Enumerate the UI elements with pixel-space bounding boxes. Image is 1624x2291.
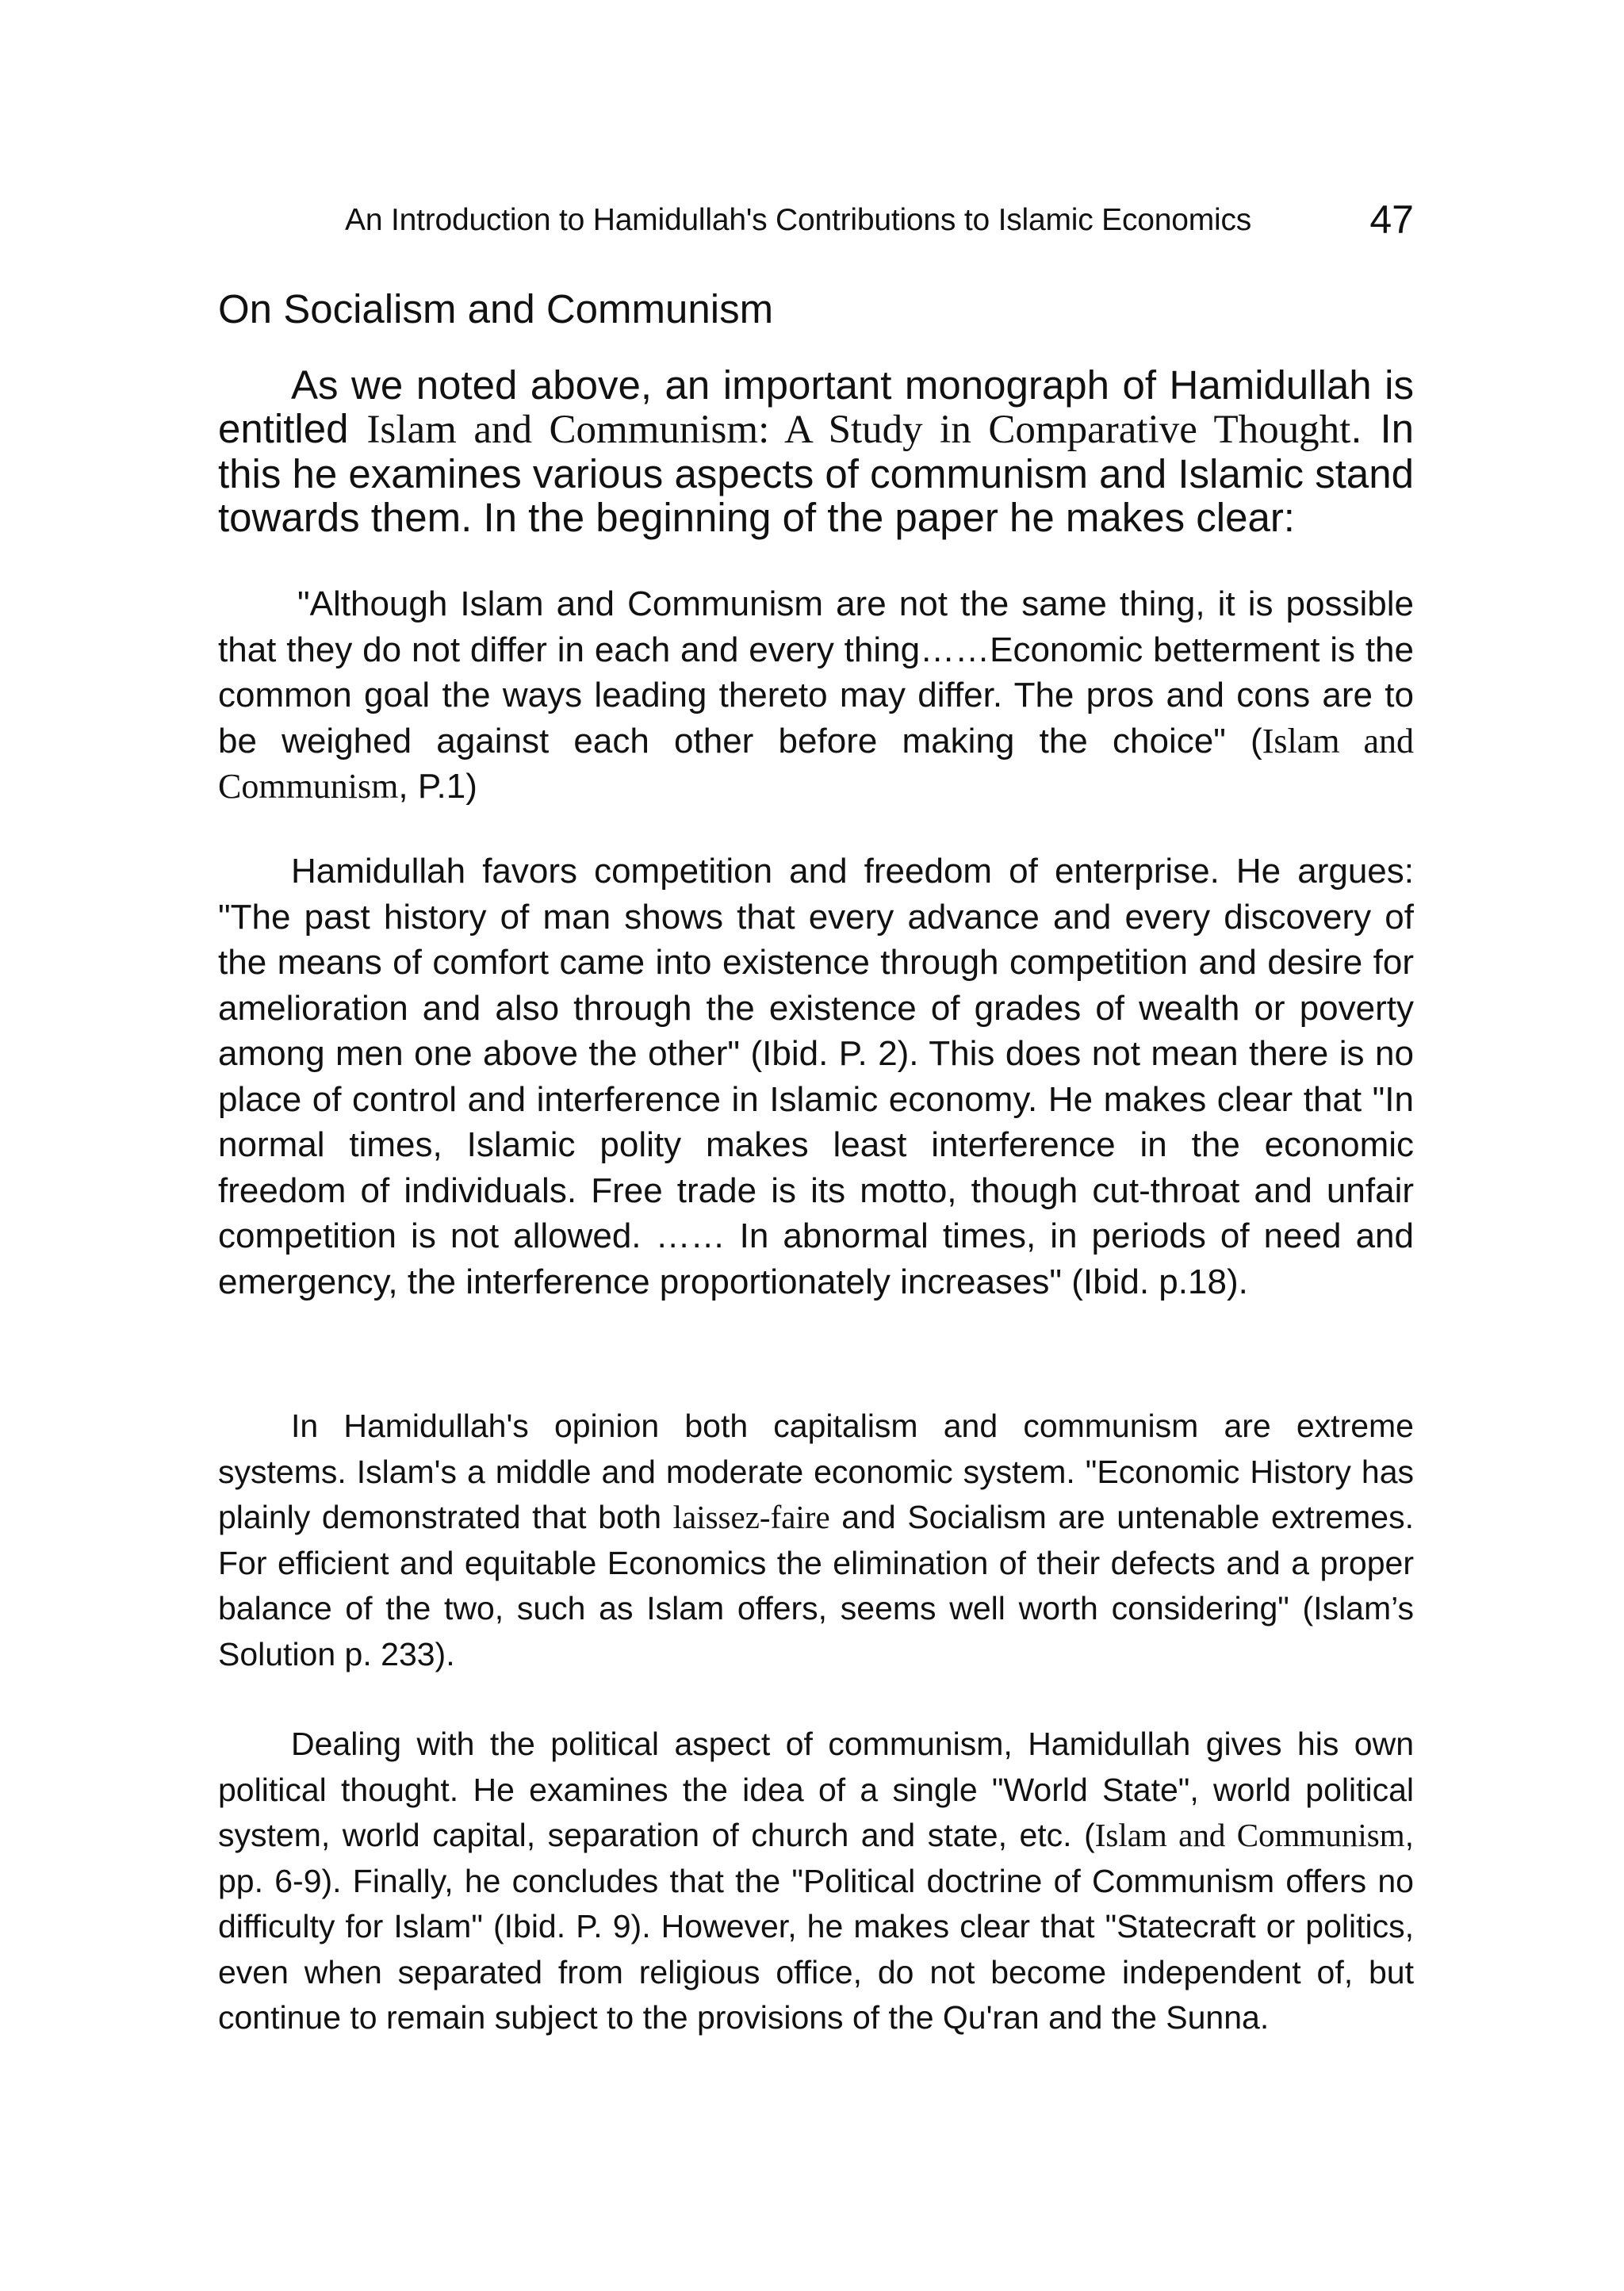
page-number: 47	[1369, 197, 1414, 242]
paragraph-1-text-b: . In this he examines various aspects of communism and Islamic stand towards them. In the beginning of the paper he makes clear:	[218, 406, 1415, 540]
paragraph-3	[218, 849, 1414, 1304]
block-quote-text-b: , P.1)	[398, 767, 477, 806]
cited-title: Islam and Communism: A Study in Comparative Thought	[366, 408, 1351, 452]
paragraph-5-text-b: , pp. 6-9). Finally, he concludes that the "Political doctrine of Communism offers no difficulty for Islam" (Ibid. P. 9). However, he makes clear that "Statecraft or politics, even when separated from religious office, do not become independent of, but continue to remain subject to the provisions of the Qu'ran and the Sunna.	[218, 1817, 1414, 2036]
paragraph-4	[218, 1404, 1414, 1677]
paragraph-5-text-a: Dealing with the political aspect of communism, Hamidullah gives his own political thought. He examines the idea of a single "World State", world political system, world capital, separation of church and state, etc. (	[218, 1726, 1414, 1853]
paragraph-1-text-a: As we noted above, an important monograph of Hamidullah is entitled	[218, 362, 1414, 451]
paragraph-4-text-b: and Socialism are untenable extremes. For efficient and equitable Economics the elimination of their defects and a proper balance of the two, such as Islam offers, seems well worth considering" (Islam’s Solution p. 233).	[218, 1499, 1414, 1672]
paragraph-3-text: Hamidullah favors competition and freedom of enterprise. He argues: "The past history of man shows that every advance and every discovery of the means of comfort came into existence through competition and desire for amelioration and also through the existence of grades of wealth or poverty among men one above the other" (Ibid. P. 2). This does not mean there is no place of control and interference in Islamic economy. He makes clear that "In normal times, Islamic polity makes least interference in the economic freedom of individuals. Free trade is its motto, though cut-throat and unfair competition is not allowed. …… In abnormal times, in periods of need and emergency, the interference proportionately increases" (Ibid. p.18).	[218, 852, 1414, 1301]
paragraph-1	[218, 363, 1414, 539]
cited-title: Islam and Communism	[1094, 1817, 1405, 1853]
block-quote-text-a: "Although Islam and Communism are not the same thing, it is possible that they do not differ in each and every thing……Economic betterment is the common goal the ways leading thereto may differ. The pros and cons are to be weighed against each other before making the choice" (	[218, 584, 1414, 760]
running-title: An Introduction to Hamidullah's Contributions to Islamic Economics	[345, 203, 1252, 237]
running-header	[345, 197, 1414, 244]
paragraph-5	[218, 1722, 1414, 2041]
section-heading: On Socialism and Communism	[218, 286, 774, 331]
cited-title: Islam and Communism	[218, 721, 1414, 806]
term-laissez-faire: laissez-faire	[672, 1499, 830, 1535]
paragraph-4-text-a: In Hamidullah's opinion both capitalism and communism are extreme systems. Islam's a middle and moderate economic system. "Economic History has plainly demonstrated that both	[218, 1408, 1414, 1535]
block-quote	[218, 581, 1414, 810]
